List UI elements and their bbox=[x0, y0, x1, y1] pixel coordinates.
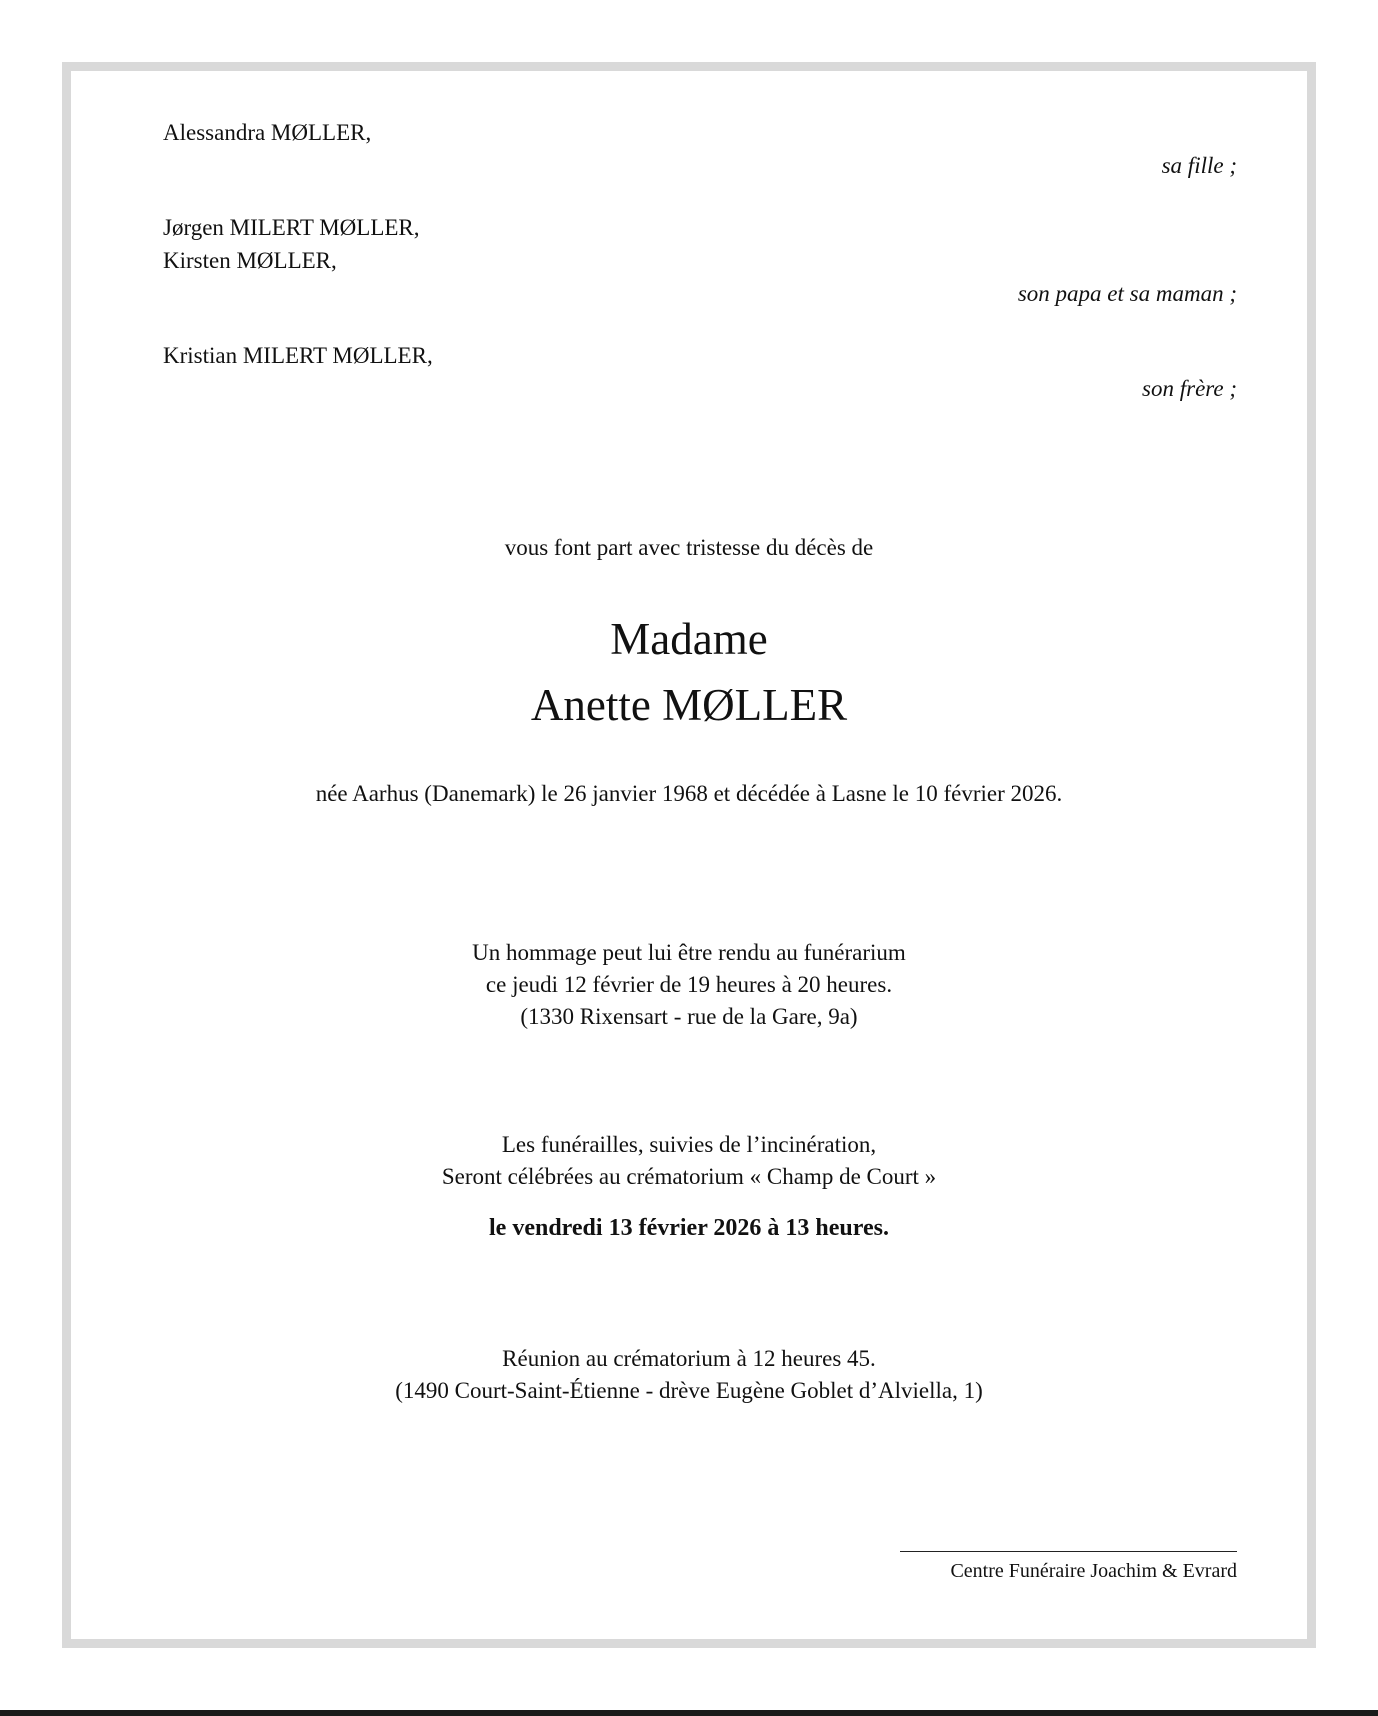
tribute-line-3: (1330 Rixensart - rue de la Gare, 9a) bbox=[520, 1004, 858, 1029]
family-name-brother: Kristian MILERT MØLLER, bbox=[163, 343, 433, 368]
signature-text: Centre Funéraire Joachim & Evrard bbox=[950, 1560, 1237, 1582]
family-name-daughter: Alessandra MØLLER, bbox=[163, 120, 372, 145]
tribute-line-1: Un hommage peut lui être rendu au funérarium bbox=[472, 940, 906, 965]
deceased-name: Anette MØLLER bbox=[530, 680, 848, 730]
relation-brother: son frère ; bbox=[1142, 376, 1237, 401]
signature-line bbox=[900, 1551, 1237, 1552]
meeting-line-1: Réunion au crématorium à 12 heures 45. bbox=[502, 1346, 876, 1371]
relation-parents: son papa et sa maman ; bbox=[1017, 281, 1237, 306]
funeral-line-1: Les funérailles, suivies de l’incinération, bbox=[501, 1132, 877, 1157]
bottom-edge-strip bbox=[0, 1710, 1378, 1716]
relation-daughter: sa fille ; bbox=[1161, 153, 1237, 178]
funeral-date: le vendredi 13 février 2026 à 13 heures. bbox=[489, 1215, 889, 1241]
meeting-line-2: (1490 Court-Saint-Étienne - drève Eugène Goblet d’Alviella, 1) bbox=[395, 1378, 983, 1403]
announcement-text: vous font part avec tristesse du décès de bbox=[504, 535, 874, 560]
birth-death-line: née Aarhus (Danemark) le 26 janvier 1968 et décédée à Lasne le 10 février 2026. bbox=[315, 781, 1063, 806]
tribute-line-2: ce jeudi 12 février de 19 heures à 20 heures. bbox=[485, 972, 893, 997]
family-name-father: Jørgen MILERT MØLLER, bbox=[163, 215, 420, 240]
deceased-title: Madame bbox=[610, 614, 768, 664]
funeral-line-2: Seront célébrées au crématorium « Champ de Court » bbox=[441, 1164, 937, 1189]
family-name-mother: Kirsten MØLLER, bbox=[163, 248, 337, 273]
